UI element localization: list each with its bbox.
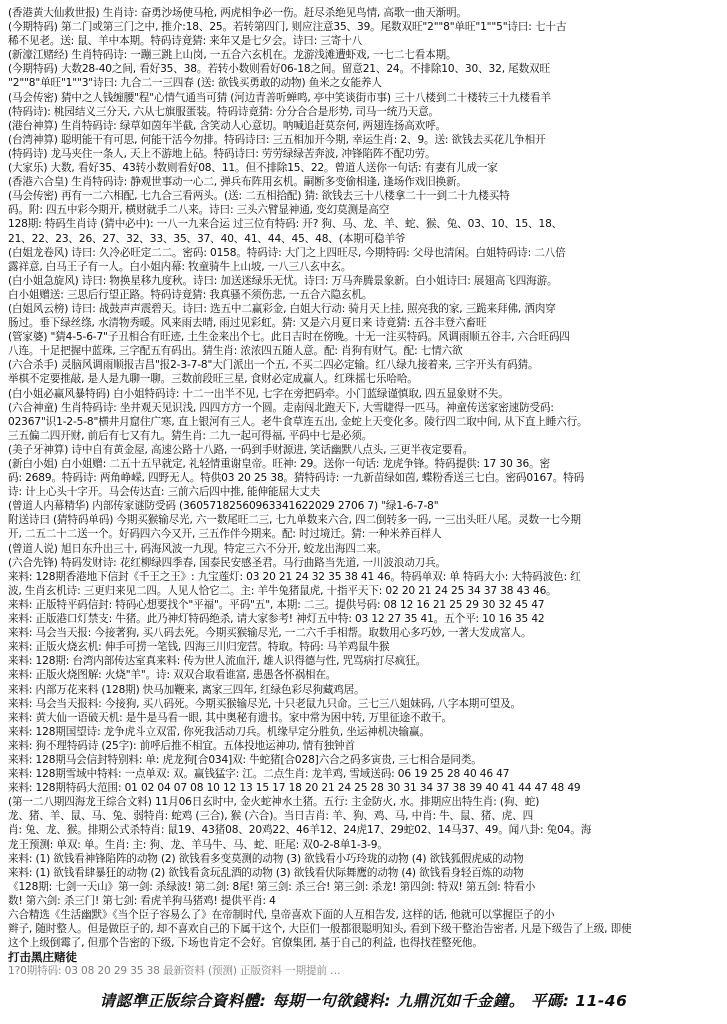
- text-line: 来料: 128期特码大范围: 01 02 04 07 08 10 12 13 15 17 18 20 21 24 25 28 30 31 34 37 38 39 40 41 44 47 48 49: [8, 782, 581, 795]
- text-line: 肠过。垂下绿丝绦, 水清物秀暖。风来雨去晴, 雨过见彩虹。猜: 又是六月夏日来 诗竟猜: 五谷丰登六畜旺: [8, 317, 487, 330]
- text-line: (白姐风云榜) 诗曰: 战鼓声声震碧天。诗曰: 选五中二赢彩金, 白姐大行动: 骑月天上挂, 照亮我的家, 三跪来拜佛, 洒肉穿: [8, 302, 556, 315]
- text-line: "2""8"单旺"1""3"诗曰: 九合二一三四春 (送: 欲钱买勇敢的动物) 鱼米之女能养人: [8, 77, 382, 90]
- text-line: (特码诗): 桃园结义三分天, 六从七旗服蛋装。特码诗竟猜: 分分合合是形势, 司马一统乃天意。: [8, 105, 439, 118]
- text-line: (特码诗) 龙马夹住一条人, 天上不游地上砧。特码诗曰: 劳劳绿绿苦奔波, 冲锋陷阵不配功劳。: [8, 147, 436, 160]
- text-line: (马会传密) 再有一二六相配, 七九合三看两头。(送: 二五相拾配) 猜: 欲钱去三十八楼拿二十一到二十九楼买特: [8, 190, 510, 203]
- text-line: 辫子, 随时整人。但是做臣子的, 却不喜欢自己的下属干这个, 大臣们一般都很聪明知头, 看到下级干整治告密者, 凡是下级告了上级, 即使: [8, 923, 632, 936]
- text-line: 开, 二五二十二送一个。好码四六今又开, 三五作伴今期来。配: 时过境迁。猜: 一种米养百样人: [8, 528, 442, 541]
- text-line: (今期特码) 第二门或第三门之中, 推介:18、25。若转第四门, 则应注意35、39。尾数双旺"2""8"单旺"1""5"诗曰: 七十古: [8, 21, 567, 34]
- text-line: 来料: 马会当天报料: 今接狗, 买八码死。今期买猴输尽光, 十只老鼠九只命。三七三八姐妹码, 八字本期可望及。: [8, 697, 521, 710]
- text-line: 来料: 狗不理特码诗 (25字): 前呼后推不相宜。五体投地运神功, 情有独钟首: [8, 739, 355, 752]
- text-line: (美子牙神算) 诗中自有黄金屋, 高速公路十八路, 一码到手财源进, 笑话幽默八点头, 三更半夜定要看。: [8, 443, 474, 456]
- text-line: 来料: 正版火烧图解: 火烧"羊"。诗: 双双合取看谁富, 患愚各怀祸相在。: [8, 669, 337, 682]
- text-line: 128期: 特码生肖诗 (猜中必中): 一八一九来合运 过三位有特码: 开? 狗、马、龙、羊、蛇、猴、兔、03、10、15、18、: [8, 218, 563, 231]
- text-line: (新白小姐) 白小姐赠: 二五十五早就定, 礼轻情重谢皇帝。旺神: 29。送你一句话: 龙虎争锋。特码提供: 17 30 36。密: [8, 458, 550, 470]
- text-line: (大家乐) 大数, 看好35、43转小数则看好08、11。但不排除15、22。曾道人送你一句话: 有妻有儿成一家: [8, 162, 498, 175]
- text-line: 举棋不定要推敲, 是人是九聊一聊。三数前段旺三星, 食财必定成赢人。红珠摇七乐哈哈。: [8, 373, 418, 386]
- cut-off-line: 1?0期特码: 03 08 20 29 35 38 最新资料 (预测) 正版资料 一期提前 …: [8, 965, 341, 978]
- text-line: 三五偏二四开财, 前后有七又有九。猜生肖: 二九一起可得福, 平码中七是必须。: [8, 429, 373, 442]
- text-line: 来料: 内部万花来料 (128期) 快马加鞭来, 离家三四年, 红绿色彩尽狗藏鸡居。: [8, 683, 365, 696]
- text-line: 码: 2689。特码诗: 两角峥嵘, 四野无人。特供03 20 25 38。猜特码诗: 一九新苗绿如茵, 蝶粉香送三七白。密码0167。特码: [8, 472, 585, 485]
- text-line: (新濠江赌经) 生肖特码诗: 一蹦三跳上山岗, 一五合六玄机在。龙游浅滩遭虾戏, 一七二七看本期。: [8, 49, 457, 62]
- text-line: 02367"识1-2-5-8"横井月窟住广寒, 直上银河有三人。老牛食草连五出, 金蛇上天变化多。陵行四二取中间, 从下直上睡六行。: [8, 415, 588, 428]
- text-line: 来料: 128期雪域中特料: 一点单双: 双。赢钱猛字: 江。二点生肖: 龙羊鸡, 雪域送码: 06 19 25 28 40 46 47: [8, 768, 510, 781]
- text-line: (曾道人内幕精华) 内部传家谜防受码 (36057182560963341622029 2706 7) "绿1-6-7-8": [8, 500, 439, 513]
- text-line: (港台神算) 生肖特码诗: 绿草如茵年半截, 含笑动人心意切。呐喊追赶莫奈何, 两翅连扬高欢呼。: [8, 119, 446, 132]
- text-line: (六合先锋) 特码发财诗: 花红柳绿四季春, 国泰民安感圣君。马行曲路当先道, 一川波浪动刀兵。: [8, 556, 446, 569]
- text-line: 龙、猪、羊、鼠、马、兔、弱特肖: 蛇鸡 (三合), 猴 (六合)。当日吉肖: 羊、狗、鸡、马, 中肖: 牛、鼠、猪、虎、四: [8, 810, 534, 823]
- text-line: 白小姐赠送: 三思后行望正路。特码诗竟猜: 我真骚不须伤悲, 一五合六隐玄机。: [8, 288, 373, 301]
- text-line: 码。附: 四五中彩今期开, 横财就手二八来。诗曰: 三头六臂显神通, 变幻莫测是高空: [8, 204, 390, 217]
- text-line: 肖: 兔、龙、猴。排期公式杀特肖: 鼠19、43猪08、20鸡22、46羊12、24虎17、29蛇02、14马37、49。闻八卦: 兔04。海: [8, 824, 592, 837]
- text-line: (台湾神算) 聪明能干有可思, 何能干活今勿排。特码诗曰: 三五相加开今期, 幸运生肖: 2、9。送: 欲钱去买花儿争相开: [8, 133, 546, 146]
- text-line: 这个上级倒霉了, 但那个告密的下级, 下场也肯定不会好。官僚集团, 基于自己的利益, 也得找茬整死他。: [8, 937, 483, 950]
- text-line: 来料: 128期国望诗: 龙争虎斗立双雷, 你死我活动刀兵。机缘早定分胜负, 坐运神机决输赢。: [8, 725, 430, 738]
- text-line: 《128期: 七剑一天山》第一剑: 杀绿波! 第二剑: 8尾! 第三剑: 杀三合! 第三剑: 杀龙! 第四剑: 特双! 第五剑: 特看小: [8, 880, 536, 893]
- text-line: (白小姐急旋风) 诗曰: 物换星移九度秋。诗曰: 加送迷绿乐无忧。诗曰: 万马奔腾景象新。白小姐诗曰: 展翅高飞四海游。: [8, 274, 558, 287]
- text-line: (香港六合皇) 生肖特码诗: 静观世事动一心二, 弹兵布阵用玄机。嗣断多变偷相逢, 逢场作戏旧换新。: [8, 176, 467, 189]
- text-line: 六合精选《生活幽默》《当个臣子容易么了》在帝制时代, 皇帝喜欢下面的人互相告发, 这样的话, 他就可以掌握臣子的小: [8, 909, 555, 921]
- text-line: 露祥意, 白马王子有一人。白小姐内幕: 牧童骑牛上山坡, 一八三八玄中玄。: [8, 260, 352, 273]
- text-line: 来料: (1) 欲钱看神锋陷阵的动物 (2) 欲钱看多变莫测的动物 (3) 欲钱看小巧玲珑的动物 (4) 欲钱狐假虎威的动物: [8, 852, 524, 865]
- text-line: 龙王预测: 单双: 单。生肖: 主: 狗、龙、羊马牛、马、蛇、旺尾: 双0-2-8单1-3-9。: [8, 838, 388, 851]
- text-line: (今期特码) 大数28-40之间, 看好35、38。若转小数则看好06-18之间。留意21、24。不排除10、30、32, 尾数双旺: [8, 63, 550, 76]
- text-line: (六合杀手) 灵脑风调雨顺报吉昌"报2-3-7-8"大门派出一个五, 不买二四必定输。红八绿九接着来, 三字开头有码猜。: [8, 359, 539, 372]
- text-line: 数! 第六剑: 杀三门! 第七剑: 看虎羊狗马猪鸡! 提供平肖: 4: [8, 894, 276, 907]
- text-line: 波, 生肖玄机诗: 三更归来见二四。人见人恰它二。主: 羊牛兔猪鼠虎, 十指平天下: 02 20 21 24 25 34 37 38 43 46。: [8, 584, 557, 597]
- section-heading: 打击黑庄赌徒: [8, 950, 77, 965]
- text-line: 21、22、23、26、27、32、33、35、37、40、41、44、45、48、(本期可稳羊爷: [8, 232, 406, 245]
- text-line: 来料: 正版港口灯禁支: 牛猪。此乃神灯特码绝杀, 请大家参考! 神灯五中特: 03 12 27 35 41。五个平: 10 16 35 42: [8, 613, 545, 626]
- text-line: (管家婆) "猜4-5-6-7"子丑相合有旺迹, 土生金来出个七。此日吉时在傍晚。十无一注买特码。风调雨顺五谷丰, 六合旺码四: [8, 331, 570, 344]
- footer-banner: 请認準正版综合資料體: 每期一句欲錢料: 九鼎沉如千金鐘。 平碼: 11-46: [99, 992, 628, 1010]
- text-line: (马会传密) 猜中之人钱缠腰"程"心情气通当可猜 (河边青善听蝉鸣, 亭中笑谈街市事) 三十八楼到二十楼转三十九楼看羊: [8, 91, 551, 104]
- text-line: 诗: 计上心头十字开。马会传达直: 三前六后四中推, 能伸能屈大丈夫: [8, 486, 321, 499]
- text-line: (香港黄大仙救世报) 生肖诗: 奋勇沙场使马枪, 两虎相争必一伤。赶尽杀绝见鸟情, 高歌一曲天渐明。: [8, 7, 467, 19]
- text-line: 稀不见老。送: 鼠、羊中本期。特码诗竟猜: 来年又是七夕会。诗曰: 三寄十八: [8, 35, 363, 48]
- text-line: 来料: 马会当天报: 今接著狗, 买八码去死。今期买猴输尽光, 一二六千手相帮。取数用心多巧妙, 一著大发成富人。: [8, 627, 532, 640]
- text-line: (第一二八期四海龙王综合文料) 11月06日玄时中, 金火蛇神水土猪。五行: 主金防火, 水。排期应出特生肖: (狗、蛇): [8, 796, 540, 809]
- text-line: 来料: 128期: 台湾内部传达室真来料: 传为世人流血汗, 雄人识得德与性, 咒骂病打尽疯狂。: [8, 655, 427, 668]
- text-line: 来料: (1) 欲钱看肆暴狂的动物 (2) 欲钱看贪玩乱酒的动物 (3) 欲钱看伏际舞鹰的动物 (4) 欲钱看身轻百炼的动物: [8, 866, 524, 879]
- text-line: 来料: 128期香港地下信封《千王之王》: 九宝莲灯: 03 20 21 24 32 35 38 41 46。特码单双: 单 特码大小: 大特码波色: 红: [8, 570, 581, 583]
- text-line: 来料: 黄大仙一语破天机: 是牛是马看一眼, 其中奥秘有遗书。家中常为困中转, 万里征途不敢干。: [8, 711, 452, 724]
- text-line: (白姐龙卷风) 诗曰: 久冷必旺定二二。密码: 0158。特码诗: 大门之上四旺尽, 今期特码: 父母也清闲。白姐特码诗: 二八倍: [8, 246, 566, 259]
- text-line: (白小姐必赢风暴特码) 白小姐特码诗: 十二一出半不见, 七字在旁把码牵。小门蓝绿谨慎取, 四五显象财不失。: [8, 387, 509, 400]
- text-line: 来料: 128期马会信封特别料: 单: 虎龙狗[合034]双: 牛蛇猪[合028]六合之码多寅贵, 三七相合是同类。: [8, 753, 482, 766]
- text-line: (曾道人说) 旭日东升出三十, 码海风波一九现。特定三六不分开, 蛟龙出海四二来。: [8, 542, 388, 555]
- text-line: 来料: 正版特平码信封: 特码心想要找个"平福"。平码"五", 本期: 二三。提供号码: 08 12 16 21 25 29 30 32 45 47: [8, 598, 545, 611]
- text-line: 来料: 正版火烧玄机: 伸手可捞一笔钱, 四海三川归宠营。特取。特码: 马羊鸡鼠牛猴: [8, 641, 390, 654]
- text-line: 八连。十足把握中蓝珠, 三字配五有码出。猜生肖: 浓浓四五随人意。配: 肖狗有财气。配: 七情六欲: [8, 345, 463, 358]
- text-line: (六合神童) 生肖特码诗: 坐井观天见识浅, 四四方方一个圆。走南闯北跑天下, 大雪睫得一匹马。神童传送家密速防受码:: [8, 401, 554, 414]
- text-line: 附送诗曰 (猜特码单码) 今期买猴输尽光, 六一数尾旺二三, 七九单数来六合, 四二倒转多一码, 一三出头旺八尾。灵数一七今期: [8, 514, 581, 527]
- document-body: [8, 6, 719, 978]
